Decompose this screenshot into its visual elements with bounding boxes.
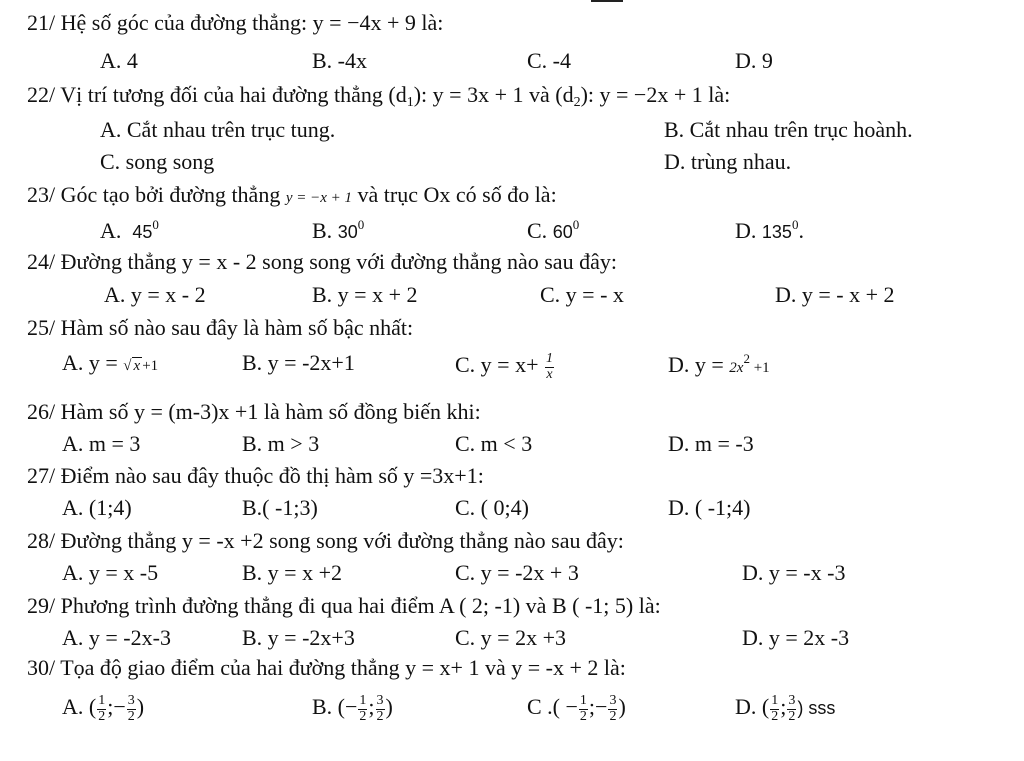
option-24-b[interactable]: B. y = x + 2 [312,282,418,307]
option-30-b-d2: 2 [376,708,384,724]
option-30-a-close: ) [136,694,145,720]
option-23-a-degree: 0 [152,217,159,232]
option-22-c[interactable]: C. song song [100,149,215,174]
question-23-suffix: và trục Ox có số đo là: [352,182,557,207]
option-30-a-d2: 2 [127,708,135,724]
option-30-c-sign2: − [595,694,608,720]
option-25-d-tail: +1 [749,360,770,376]
option-30-b-sep: ; [368,694,375,720]
question-21-suffix: là: [415,10,444,35]
option-30-b-sign1: − [345,694,358,720]
option-30-c-frac1 [579,694,588,724]
option-29-d[interactable]: D. y = 2x -3 [742,625,850,650]
question-25: 25/ Hàm số nào sau đây là hàm số bậc nhất: [27,315,414,340]
option-30-a-n1: 1 [98,693,106,708]
option-25-c[interactable] [455,352,555,382]
question-22-d2-subscript: 2 [573,95,581,110]
question-21-equation: y = −4x + 9 [312,10,416,35]
option-30-c-sep: ; [588,694,596,720]
option-21-d[interactable]: D. 9 [735,48,773,73]
question-21-options [0,50,1024,80]
option-25-a-label: A. y = [62,350,124,375]
option-27-d[interactable]: D. ( -1;4) [668,495,751,520]
option-30-b-d1: 2 [359,708,367,724]
option-30-c-label: C .( [527,694,560,720]
question-24-options [0,284,1024,314]
question-26: 26/ Hàm số y = (m-3)x +1 là hàm số đồng biến khi: [27,399,481,424]
option-28-b[interactable]: B. y = x +2 [242,560,342,585]
option-30-c-frac2 [608,694,617,724]
option-25-d-label: D. y = [668,352,730,377]
question-25-options [0,352,1024,382]
question-22-prefix: 22/ Vị trí tương đối của hai đường thẳng (d [27,82,407,107]
option-23-c-label: C. [527,218,548,243]
option-23-d-tail: . [798,218,804,243]
sqrt-symbol: √ x [123,358,141,374]
question-29-options [0,627,1024,657]
option-25-d[interactable] [668,352,770,376]
option-30-d-frac1 [770,694,779,724]
option-30-b-label: B. ( [312,694,345,720]
option-23-b-label: B. [312,218,333,243]
option-28-c[interactable]: C. y = -2x + 3 [455,560,579,585]
question-23-equation: y = −x + 1 [285,190,353,206]
option-29-a[interactable]: A. y = -2x-3 [62,625,171,650]
option-23-c[interactable] [527,218,579,242]
option-30-a-sign2: − [113,694,126,720]
option-22-d[interactable]: D. trùng nhau. [664,149,792,174]
option-26-a[interactable]: A. m = 3 [62,431,141,456]
option-23-a[interactable] [100,218,159,242]
option-22-a[interactable]: A. Cắt nhau trên trục tung. [100,117,336,142]
option-26-d[interactable]: D. m = -3 [668,431,754,456]
option-30-b-frac2 [376,694,385,724]
option-30-d[interactable] [735,694,835,724]
option-30-c-d1: 2 [579,708,587,724]
question-28-options [0,562,1024,592]
option-25-d-term: 2x [729,360,744,376]
question-23-prefix: 23/ Góc tạo bởi đường thẳng [27,182,286,207]
option-30-d-label: D. ( [735,694,770,720]
option-30-a-frac2 [127,694,136,724]
question-30: 30/ Tọa độ giao điểm của hai đường thẳng y = x+ 1 và y = -x + 2 là: [27,655,626,680]
option-26-c[interactable]: C. m < 3 [455,431,533,456]
option-26-b[interactable]: B. m > 3 [242,431,320,456]
question-22 [27,84,730,110]
option-29-b[interactable]: B. y = -2x+3 [242,625,355,650]
question-23-options [0,218,1024,248]
option-30-d-sep: ; [780,694,787,720]
question-27: 27/ Điểm nào sau đây thuộc đồ thị hàm số y =3x+1: [27,463,484,488]
question-22-mid1: ): y = 3x + 1 và (d [413,82,574,107]
option-30-c-d2: 2 [609,708,617,724]
question-26-options [0,433,1024,463]
option-24-a[interactable]: A. y = x - 2 [104,282,206,307]
option-23-d-value: 135 [761,222,792,242]
question-21-prefix: 21/ Hệ số góc của đường thẳng: [27,10,313,35]
option-28-d[interactable]: D. y = -x -3 [742,560,846,585]
option-30-b-n1: 1 [359,693,367,708]
option-30-d-n1: 1 [771,693,779,708]
option-24-c[interactable]: C. y = - x [540,282,624,307]
option-30-d-d2: 2 [788,708,796,724]
option-25-a-tail: +1 [142,358,159,374]
option-25-a[interactable] [62,352,158,374]
option-30-c-close: ) [618,694,626,720]
question-22-d1-subscript: 1 [406,95,414,110]
option-25-c-denominator: x [546,366,553,382]
option-25-b[interactable]: B. y = -2x+1 [242,350,355,375]
top-mark [591,0,623,2]
option-25-d-exponent: 2 [743,351,750,366]
option-30-b[interactable] [312,694,393,724]
option-30-b-close: ) [385,694,393,720]
option-25-c-numerator: 1 [546,351,553,366]
option-30-c-n2: 3 [609,693,617,708]
option-24-d[interactable]: D. y = - x + 2 [775,282,895,307]
question-28: 28/ Đường thẳng y = -x +2 song song với đường thẳng nào sau đây: [27,528,624,553]
option-30-a-n2: 3 [127,693,135,708]
option-27-a[interactable]: A. (1;4) [62,495,132,520]
option-30-a-d1: 2 [98,708,106,724]
option-27-c[interactable]: C. ( 0;4) [455,495,529,520]
question-30-options [0,694,1024,724]
option-30-d-close: ) sss [797,698,836,719]
option-23-a-label: A. [100,218,122,243]
option-21-b[interactable]: B. -4x [312,48,367,73]
option-30-a[interactable] [62,694,144,724]
option-25-c-label: C. y = x+ [455,352,544,378]
option-23-c-value: 60 [552,222,573,242]
question-29: 29/ Phương trình đường thẳng đi qua hai điểm A ( 2; -1) và B ( -1; 5) là: [27,593,661,618]
option-23-d-label: D. [735,218,757,243]
option-23-d-degree: 0 [791,217,799,232]
option-27-b[interactable]: B.( -1;3) [242,495,318,520]
option-28-a[interactable]: A. y = x -5 [62,560,159,585]
option-23-d[interactable] [735,218,804,242]
question-22-options-row2 [0,151,1024,181]
question-22-mid2: ): y = −2x + 1 là: [580,82,731,107]
option-21-c[interactable]: C. -4 [527,48,571,73]
option-30-a-sep: ; [107,694,114,720]
option-30-c[interactable] [527,694,626,724]
option-23-c-degree: 0 [572,217,580,232]
option-29-c[interactable]: C. y = 2x +3 [455,625,566,650]
option-23-b-value: 30 [337,222,358,242]
question-24: 24/ Đường thẳng y = x - 2 song song với đường thẳng nào sau đây: [27,249,617,274]
question-27-options [0,497,1024,527]
option-30-d-frac2 [787,694,796,724]
option-30-a-frac1 [97,694,106,724]
option-30-b-frac1 [358,694,367,724]
option-30-c-sign1: − [560,694,578,720]
option-30-a-label: A. ( [62,694,97,720]
option-21-a[interactable]: A. 4 [100,48,138,73]
question-22-options-row1 [0,119,1024,149]
option-30-b-n2: 3 [376,693,384,708]
question-23 [27,184,557,206]
option-23-b[interactable] [312,218,364,242]
option-30-c-n1: 1 [579,693,587,708]
option-25-c-fraction [545,352,554,382]
option-30-d-n2: 3 [788,693,796,708]
option-30-d-d1: 2 [771,708,779,724]
option-23-b-degree: 0 [357,217,365,232]
option-22-b[interactable]: B. Cắt nhau trên trục hoành. [664,117,913,142]
option-23-a-value: 45 [132,222,153,242]
question-21 [27,12,443,34]
option-25-a-radicand: x [133,358,141,374]
